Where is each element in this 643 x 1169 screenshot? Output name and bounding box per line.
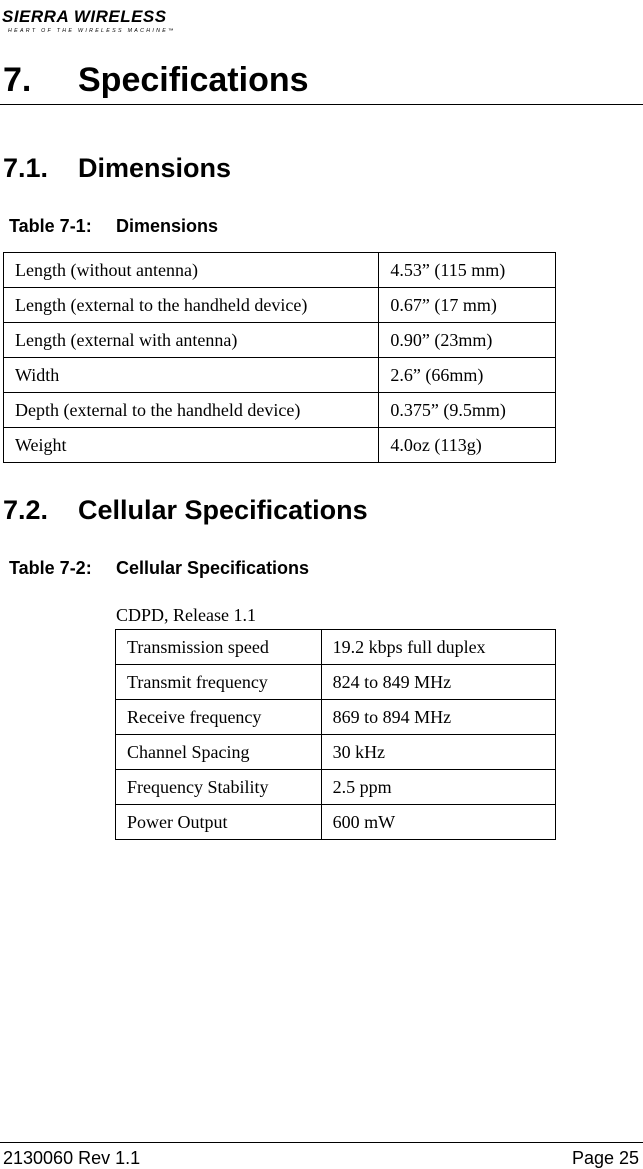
spec-name-cell: Channel Spacing xyxy=(116,735,322,770)
chapter-heading xyxy=(3,58,643,102)
section-title: Dimensions xyxy=(78,153,232,183)
spec-value-cell: 30 kHz xyxy=(321,735,555,770)
spec-value-cell: 2.6” (66mm) xyxy=(379,358,556,393)
table-row xyxy=(116,805,556,840)
table-row xyxy=(116,700,556,735)
table-row xyxy=(4,358,556,393)
spec-value-cell: 869 to 894 MHz xyxy=(321,700,555,735)
table-row xyxy=(4,288,556,323)
table-row xyxy=(4,253,556,288)
section-heading-cellular xyxy=(3,493,368,527)
footer-doc-number: 2130060 Rev 1.1 xyxy=(3,1148,141,1168)
spec-value-cell: 0.90” (23mm) xyxy=(379,323,556,358)
section-number: 7.2. xyxy=(3,495,49,525)
section-title: Cellular Specifications xyxy=(78,495,368,525)
cellular-table xyxy=(115,629,556,840)
footer-rule xyxy=(0,1142,643,1143)
spec-value-cell: 824 to 849 MHz xyxy=(321,665,555,700)
spec-name-cell: Length (external with antenna) xyxy=(4,323,379,358)
table-row xyxy=(116,630,556,665)
spec-name-cell: Frequency Stability xyxy=(116,770,322,805)
cdpd-release-label: CDPD, Release 1.1 xyxy=(116,605,256,625)
spec-value-cell: 4.0oz (113g) xyxy=(379,428,556,463)
table-caption-dimensions xyxy=(9,215,218,237)
spec-value-cell: 0.67” (17 mm) xyxy=(379,288,556,323)
spec-name-cell: Depth (external to the handheld device) xyxy=(4,393,379,428)
section-heading-dimensions xyxy=(3,151,231,185)
spec-name-cell: Power Output xyxy=(116,805,322,840)
table-row xyxy=(4,393,556,428)
sierra-wireless-logo xyxy=(2,8,202,38)
spec-name-cell: Receive frequency xyxy=(116,700,322,735)
table-title: Dimensions xyxy=(116,216,219,236)
footer-page-number: Page 25 xyxy=(571,1148,639,1168)
table-row xyxy=(116,735,556,770)
spec-value-cell: 2.5 ppm xyxy=(321,770,555,805)
spec-value-cell: 19.2 kbps full duplex xyxy=(321,630,555,665)
spec-name-cell: Transmission speed xyxy=(116,630,322,665)
table-title: Cellular Specifications xyxy=(116,558,310,578)
logo-wordmark: SIERRA WIRELESS xyxy=(2,7,167,26)
table-row xyxy=(116,770,556,805)
table-row xyxy=(4,428,556,463)
spec-name-cell: Weight xyxy=(4,428,379,463)
spec-value-cell: 600 mW xyxy=(321,805,555,840)
chapter-rule xyxy=(0,104,643,105)
chapter-title: Specifications xyxy=(78,61,309,99)
spec-value-cell: 4.53” (115 mm) xyxy=(379,253,556,288)
spec-name-cell: Length (external to the handheld device) xyxy=(4,288,379,323)
table-label: Table 7-1: xyxy=(9,216,92,236)
spec-value-cell: 0.375” (9.5mm) xyxy=(379,393,556,428)
table-caption-cellular xyxy=(9,557,309,579)
table-label: Table 7-2: xyxy=(9,558,92,578)
table-row xyxy=(4,323,556,358)
chapter-number: 7. xyxy=(3,61,32,99)
spec-name-cell: Length (without antenna) xyxy=(4,253,379,288)
dimensions-table xyxy=(3,252,556,463)
spec-name-cell: Transmit frequency xyxy=(116,665,322,700)
spec-name-cell: Width xyxy=(4,358,379,393)
logo-tagline: HEART OF THE WIRELESS MACHINE™ xyxy=(8,28,176,34)
section-number: 7.1. xyxy=(3,153,49,183)
table-row xyxy=(116,665,556,700)
